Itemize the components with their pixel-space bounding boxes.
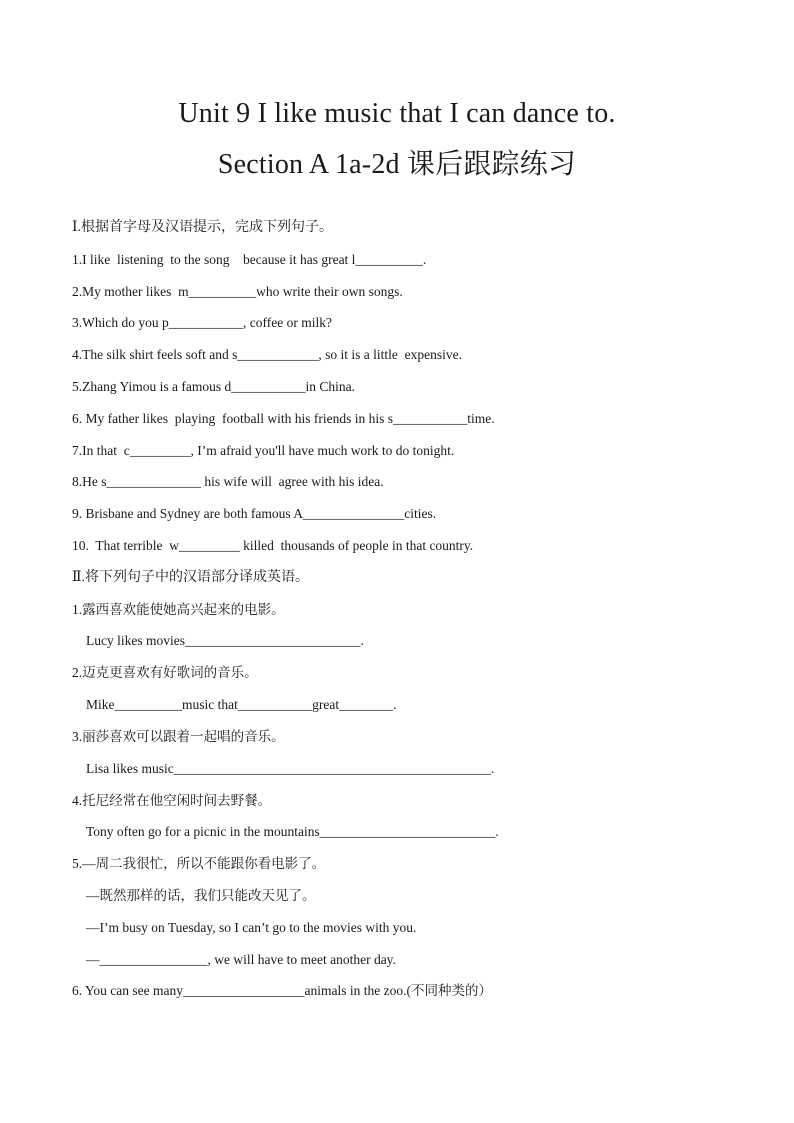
exercise-item: 2.My mother likes m__________who write their own songs.: [72, 284, 403, 299]
exercise-item: 10. That terrible w_________ killed thousands of people in that country.: [72, 538, 474, 553]
exercise-item: 9. Brisbane and Sydney are both famous A_______________cities.: [72, 506, 437, 521]
translation-answer: Lisa likes music_______________________________________________.: [86, 761, 495, 776]
part-2-heading: Ⅱ.将下列句子中的汉语部分译成英语。: [72, 570, 310, 585]
exercise-item: 1.I like listening to the song because it has great l__________.: [72, 252, 427, 267]
translation-answer: Tony often go for a picnic in the mountains__________________________.: [86, 824, 499, 839]
translation-answer: Mike__________music that___________great________.: [86, 697, 397, 712]
translation-prompt: 5.—周二我很忙，所以不能跟你看电影了。: [72, 856, 326, 871]
translation-prompt: 6. You can see many__________________animals in the zoo.(不同种类的）: [72, 983, 492, 998]
exercise-item: 3.Which do you p___________, coffee or milk?: [72, 315, 332, 330]
dialogue-line: —________________, we will have to meet another day.: [86, 952, 396, 967]
translation-prompt: 3.丽莎喜欢可以跟着一起唱的音乐。: [72, 729, 285, 744]
exercise-item: 8.He s______________ his wife will agree with his idea.: [72, 474, 384, 489]
exercise-item: 4.The silk shirt feels soft and s____________, so it is a little expensive.: [72, 347, 462, 362]
title-line-1: Unit 9 I like music that I can dance to.: [178, 98, 616, 129]
translation-prompt: 1.露西喜欢能使她高兴起来的电影。: [72, 602, 285, 617]
exercise-item: 5.Zhang Yimou is a famous d___________in China.: [72, 379, 355, 394]
exercise-item: 7.In that c_________, I’m afraid you'll have much work to do tonight.: [72, 443, 455, 458]
translation-prompt: 4.托尼经常在他空闲时间去野餐。: [72, 793, 272, 808]
translation-answer: Lucy likes movies__________________________.: [86, 633, 364, 648]
translation-prompt: 2.迈克更喜欢有好歌词的音乐。: [72, 665, 258, 680]
dialogue-line: —既然那样的话，我们只能改天见了。: [86, 888, 316, 903]
exercise-item: 6. My father likes playing football with his friends in his s___________time.: [72, 411, 495, 426]
title-line-2: Section A 1a-2d 课后跟踪练习: [217, 149, 577, 180]
part-1-heading: Ⅰ.根据首字母及汉语提示，完成下列句子。: [72, 220, 334, 235]
dialogue-line: —I’m busy on Tuesday, so I can’t go to the movies with you.: [86, 920, 417, 935]
